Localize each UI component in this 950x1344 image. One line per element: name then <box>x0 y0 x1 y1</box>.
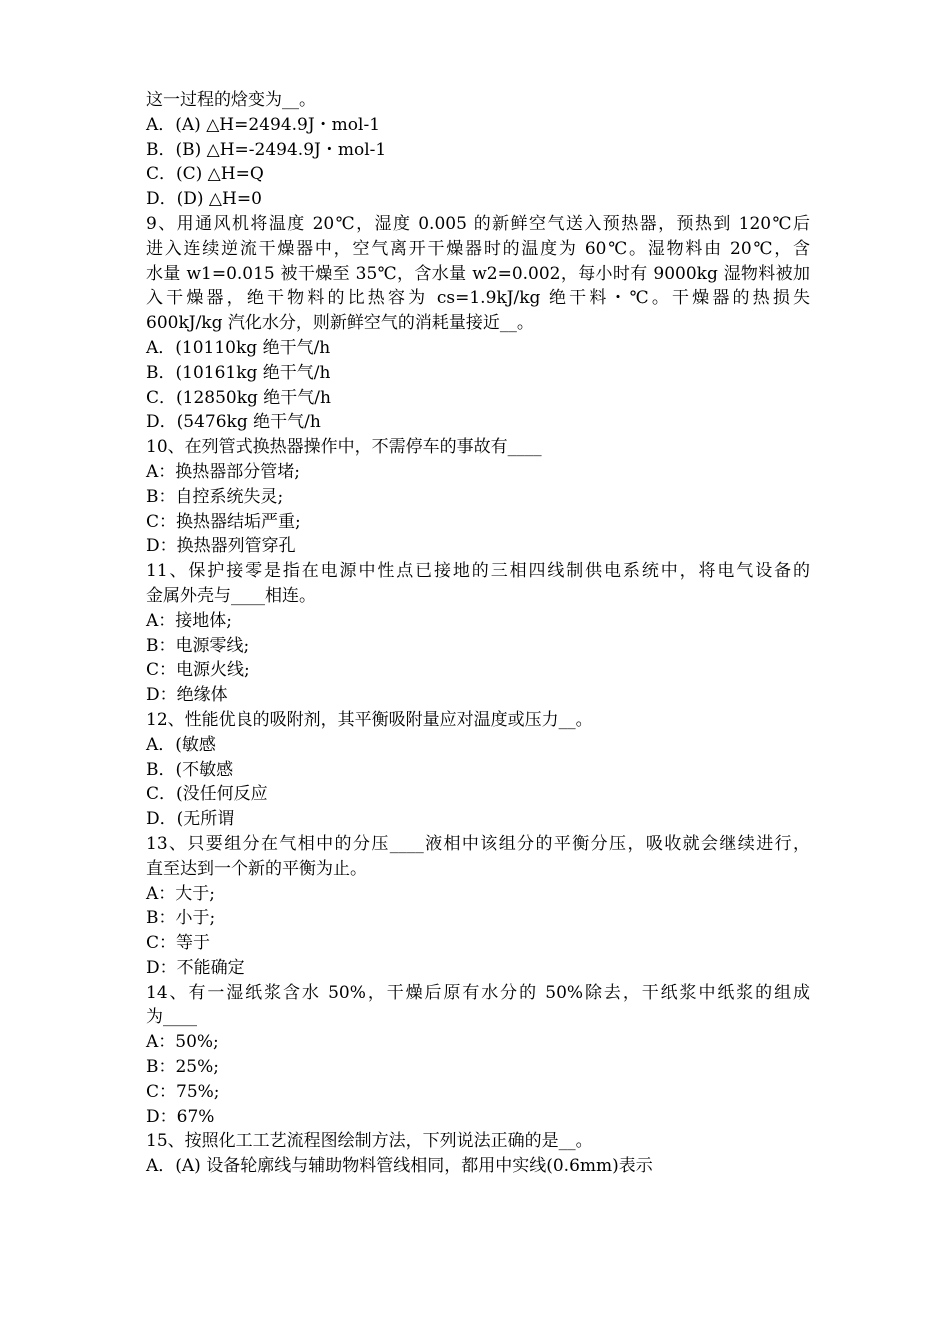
question-9-line: 600kJ/kg 汽化水分，则新鲜空气的消耗量接近__。 <box>146 313 534 334</box>
option-line: B：电源零线; <box>146 635 250 656</box>
question-14-line: 14、有一湿纸浆含水 50%，干燥后原有水分的 50%除去，干纸浆中纸浆的组成 <box>146 982 810 1003</box>
option-line: A．(A) △H=2494.9J・mol-1 <box>146 114 381 135</box>
option-line: D．(无所谓 <box>146 809 235 830</box>
option-line: A．(A) 设备轮廓线与辅助物料管线相同，都用中实线(0.6mm)表示 <box>146 1156 653 1177</box>
option-line: A．(10110kg 绝干气/h <box>146 337 331 358</box>
question-14-line: 为____ <box>146 1007 197 1028</box>
question-11-line: 11、保护接零是指在电源中性点已接地的三相四线制供电系统中，将电气设备的 <box>146 561 810 582</box>
option-line: C：换热器结垢严重; <box>146 511 301 532</box>
question-11-line: 金属外壳与____相连。 <box>146 585 316 606</box>
option-line: C：电源火线; <box>146 660 250 681</box>
question-15-line: 15、按照化工工艺流程图绘制方法，下列说法正确的是__。 <box>146 1131 593 1152</box>
option-line: B：自控系统失灵; <box>146 486 284 507</box>
option-line: B．(10161kg 绝干气/h <box>146 362 331 383</box>
option-line: A：接地体; <box>146 610 233 631</box>
text-line: 这一过程的焓变为__。 <box>146 90 316 110</box>
question-13-line: 13、只要组分在气相中的分压____液相中该组分的平衡分压，吸收就会继续进行， <box>146 833 810 854</box>
option-line: D：换热器列管穿孔 <box>146 536 296 557</box>
question-9-line: 9、用通风机将温度 20℃，湿度 0.005 的新鲜空气送入预热器，预热到 120℃后 <box>146 213 810 234</box>
option-line: A：换热器部分管堵; <box>146 461 301 482</box>
question-10-line: 10、在列管式换热器操作中，不需停车的事故有____ <box>146 437 542 458</box>
option-line: C：75%; <box>146 1081 220 1102</box>
option-line: A：大于; <box>146 883 216 904</box>
option-line: C．(没任何反应 <box>146 784 268 805</box>
question-9-line: 进入连续逆流干燥器中，空气离开干燥器时的温度为 60℃。湿物料由 20℃，含 <box>146 238 810 259</box>
question-9-line: 水量 w1=0.015 被干燥至 35℃，含水量 w2=0.002，每小时有 9000kg 湿物料被加 <box>146 263 810 284</box>
option-line: B：小于; <box>146 908 216 929</box>
option-line: D：67% <box>146 1106 215 1127</box>
option-line: B．(不敏感 <box>146 759 234 780</box>
option-line: D：不能确定 <box>146 957 245 978</box>
document-page <box>146 88 810 1179</box>
option-line: D．(D) △H=0 <box>146 189 262 210</box>
option-line: A．(敏感 <box>146 734 216 755</box>
option-line: D．(5476kg 绝干气/h <box>146 412 321 433</box>
question-12-line: 12、性能优良的吸附剂，其平衡吸附量应对温度或压力__。 <box>146 709 593 730</box>
option-line: C．(12850kg 绝干气/h <box>146 387 331 408</box>
option-line: B．(B) △H=-2494.9J・mol-1 <box>146 139 387 160</box>
option-line: C：等于 <box>146 933 211 954</box>
option-line: B：25%; <box>146 1057 220 1078</box>
option-line: D：绝缘体 <box>146 685 228 706</box>
option-line: A：50%; <box>146 1032 219 1053</box>
question-13-line: 直至达到一个新的平衡为止。 <box>146 858 367 879</box>
question-9-line: 入干燥器，绝干物料的比热容为 cs=1.9kJ/kg 绝干料・℃。干燥器的热损失 <box>146 288 810 309</box>
option-line: C．(C) △H=Q <box>146 164 264 185</box>
